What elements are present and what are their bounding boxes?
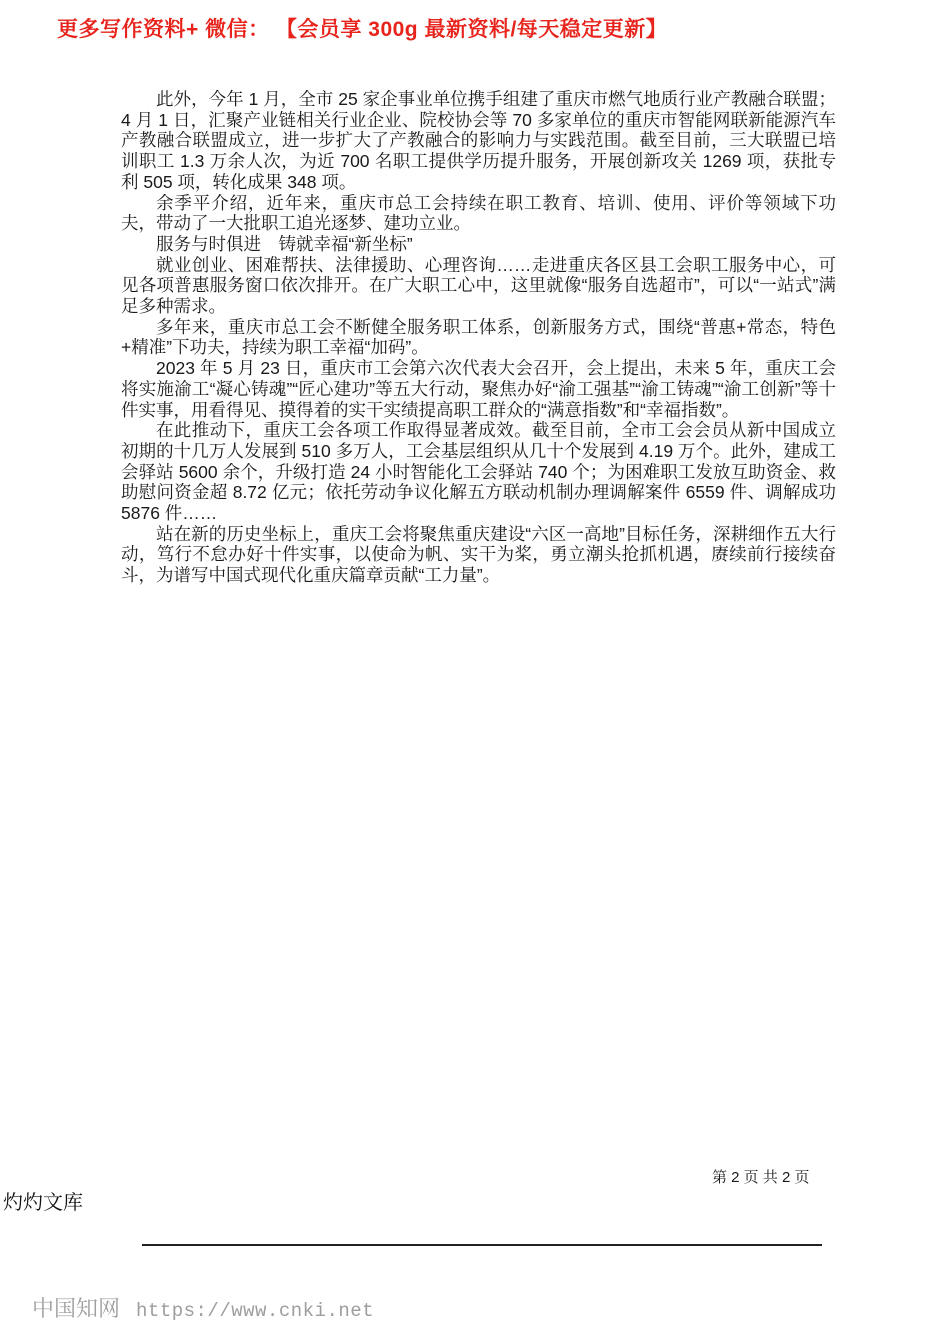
doc-paragraph: 就业创业、困难帮扶、法律援助、心理咨询……走进重庆各区县工会职工服务中心，可见各项普惠服务窗口依次排开。在广大职工心中，这里就像“服务自选超市”，可以“一站式”满足多种需求。 [121,254,836,317]
cnki-site-url: https://www.cnki.net [136,1300,375,1322]
document-body [121,89,836,586]
footer-divider-line [142,1244,822,1246]
section-subheading: 服务与时俱进 铸就幸福“新坐标” [156,233,413,254]
cnki-site-name: 中国知网 [32,1296,121,1321]
doc-paragraph: 此外，今年 1 月，全市 25 家企事业单位携手组建了重庆市燃气地质行业产教融合联盟；4 月 1 日，汇聚产业链相关行业企业、院校协会等 70 多家单位的重庆市智能网联新能源汽车产教融合联盟成立，进一步扩大了产教融合的影响力与实践范围。截至目前，三大联盟已培训职工 1.3 万余人次，为近 700 名职工提供学历提升服务，开展创新攻关 1269 项，获批专利 505 项，转化成果 348 项。 [121,89,836,192]
doc-paragraph: 余季平介绍，近年来，重庆市总工会持续在职工教育、培训、使用、评价等领域下功夫，带动了一大批职工追光逐梦、建功立业。 [121,192,836,234]
doc-paragraph: 2023 年 5 月 23 日，重庆市工会第六次代表大会召开，会上提出，未来 5 年，重庆工会将实施渝工“凝心铸魂”“匠心建功”等五大行动，聚焦办好“渝工强基”“渝工铸魂”“渝工创新”等十件实事，用看得见、摸得着的实干实绩提高职工群众的“满意指数”和“幸福指数”。 [121,358,836,420]
doc-paragraph: 站在新的历史坐标上，重庆工会将聚焦重庆建设“六区一高地”目标任务，深耕细作五大行动，笃行不怠办好十件实事，以使命为帆、实干为桨，勇立潮头抢抓机遇，赓续前行接续奋斗，为谱写中国式现代化重庆篇章贡献“工力量”。 [121,523,836,586]
cnki-watermark [32,1292,374,1323]
promo-banner-text: 更多写作资料+ 微信： 【会员享 300g 最新资料/每天稳定更新】 [57,18,668,41]
doc-paragraph: 在此推动下，重庆工会各项工作取得显著成效。截至目前，全市工会会员从新中国成立初期的十几万人发展到 510 多万人，工会基层组织从几十个发展到 4.19 万个。此外，建成工会驿站 5600 余个，升级打造 24 小时智能化工会驿站 740 个；为困难职工发放互助资金、救助慰问资金超 8.72 亿元；依托劳动争议化解五方联动机制办理调解案件 6559 件、调解成功 5876 件…… [121,420,836,524]
library-watermark: 灼灼文库 [3,1192,83,1214]
doc-paragraph: 多年来，重庆市总工会不断健全服务职工体系，创新服务方式，围绕“普惠+常态，特色+精准”下功夫，持续为职工幸福“加码”。 [121,316,836,358]
page-number-indicator: 第 2 页 共 2 页 [712,1169,810,1186]
